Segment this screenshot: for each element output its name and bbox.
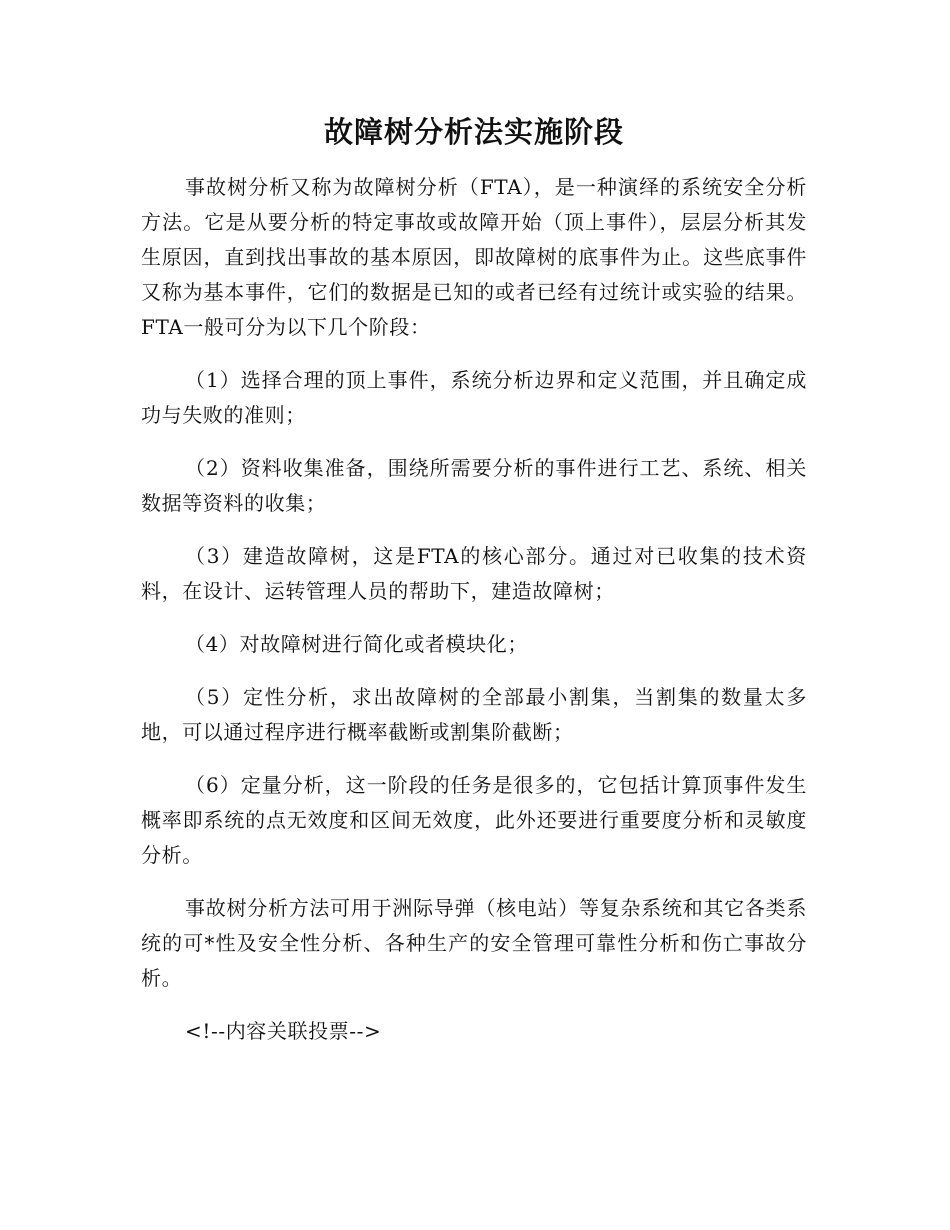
html-comment-text: <!--内容关联投票--> [185, 1019, 382, 1043]
stage-1-paragraph: （1）选择合理的顶上事件，系统分析边界和定义范围，并且确定成功与失败的准则； [141, 368, 807, 427]
stage-5-paragraph: （5）定性分析，求出故障树的全部最小割集，当割集的数量太多地，可以通过程序进行概率截断或割集阶截断； [141, 685, 807, 744]
intro-paragraph: 事故树分析又称为故障树分析（FTA），是一种演绎的系统安全分析方法。它是从要分析的特定事故或故障开始（顶上事件），层层分析其发生原因，直到找出事故的基本原因，即故障树的底事件为止。这些底事件又称为基本事件，它们的数据是已知的或者已经有过统计或实验的结果。FTA一般可分为以下几个阶段： [141, 175, 807, 339]
application-paragraph: 事故树分析方法可用于洲际导弹（核电站）等复杂系统和其它各类系统的可*性及安全性分析、各种生产的安全管理可靠性分析和伤亡事故分析。 [141, 896, 807, 990]
stage-2-paragraph: （2）资料收集准备，围绕所需要分析的事件进行工艺、系统、相关数据等资料的收集； [141, 456, 807, 515]
stage-4-paragraph: （4）对故障树进行简化或者模块化； [185, 632, 528, 656]
stage-3-paragraph: （3）建造故障树，这是FTA的核心部分。通过对已收集的技术资料，在设计、运转管理人员的帮助下，建造故障树； [141, 544, 807, 603]
document-title: 故障树分析法实施阶段 [323, 115, 624, 149]
stage-6-paragraph: （6）定量分析，这一阶段的任务是很多的，它包括计算顶事件发生概率即系统的点无效度和区间无效度，此外还要进行重要度分析和灵敏度分析。 [141, 773, 807, 867]
document-page [141, 108, 807, 1049]
